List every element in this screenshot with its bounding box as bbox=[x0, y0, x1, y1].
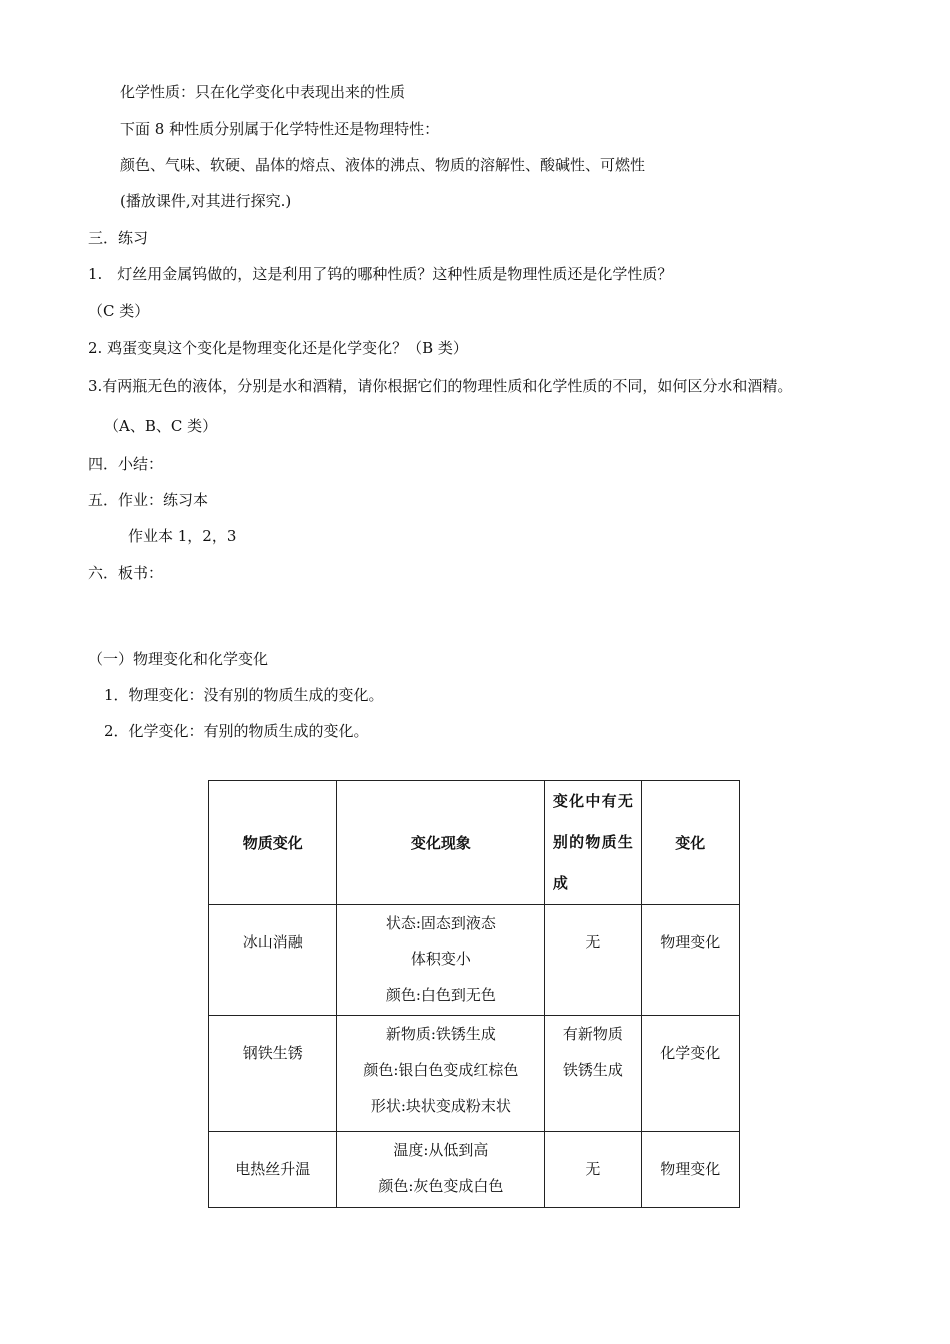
cell-new-matter bbox=[545, 1016, 641, 1132]
new-matter-line: 有新物质 bbox=[562, 1025, 623, 1043]
phenomenon-line: 颜色:灰色变成白色 bbox=[378, 1177, 504, 1195]
question-2: 2. 鸡蛋变臭这个变化是物理变化还是化学变化？（B 类） bbox=[88, 339, 468, 357]
cell-change-type: 物理变化 bbox=[641, 1132, 739, 1208]
table-header-row bbox=[209, 781, 740, 905]
board-title: （一）物理变化和化学变化 bbox=[88, 650, 269, 668]
cell-phenomena bbox=[337, 1132, 545, 1208]
table-row bbox=[209, 1016, 740, 1132]
paragraph-chemical-property: 化学性质：只在化学变化中表现出来的性质 bbox=[120, 83, 406, 101]
new-matter-line: 铁锈生成 bbox=[562, 1061, 623, 1079]
cell-phenomena bbox=[337, 1016, 545, 1132]
header-change-type: 变化 bbox=[641, 781, 739, 905]
phenomenon-line: 体积变小 bbox=[410, 950, 471, 968]
header-substance-change: 物质变化 bbox=[209, 781, 337, 905]
phenomenon-line: 颜色:银白色变成红棕色 bbox=[363, 1061, 519, 1079]
table-row bbox=[209, 905, 740, 1016]
phenomenon-line: 颜色:白色到无色 bbox=[385, 986, 496, 1004]
cell-substance: 冰山消融 bbox=[209, 905, 337, 1016]
paragraph-property-list: 颜色、气味、软硬、晶体的熔点、液体的沸点、物质的溶解性、酸碱性、可燃性 bbox=[120, 156, 646, 174]
cell-substance: 电热丝升温 bbox=[209, 1132, 337, 1208]
homework-detail: 作业本 1，2，3 bbox=[128, 527, 237, 545]
board-item-physical: 1．物理变化：没有别的物质生成的变化。 bbox=[104, 686, 384, 704]
cell-phenomena bbox=[337, 905, 545, 1016]
question-1-level: （C 类） bbox=[88, 302, 150, 320]
board-item-chemical: 2．化学变化：有别的物质生成的变化。 bbox=[104, 722, 369, 740]
table-row bbox=[209, 1132, 740, 1208]
header-new-matter: 变化中有无别的物质生成 bbox=[545, 781, 641, 905]
phenomenon-line: 状态:固态到液态 bbox=[385, 914, 496, 932]
cell-change-type: 化学变化 bbox=[641, 1016, 739, 1132]
question-1: 1. 灯丝用金属钨做的，这是利用了钨的哪种性质？这种性质是物理性质还是化学性质？ bbox=[88, 265, 673, 283]
phenomenon-line: 温度:从低到高 bbox=[393, 1141, 489, 1159]
cell-change-type: 物理变化 bbox=[641, 905, 739, 1016]
cell-new-matter: 无 bbox=[545, 1132, 641, 1208]
paragraph-eight-properties: 下面 8 种性质分别属于化学特性还是物理特性： bbox=[120, 120, 440, 138]
section-heading-board: 六．板书： bbox=[88, 564, 164, 582]
section-heading-practice: 三．练习 bbox=[88, 229, 149, 247]
question-3-level: （A、B、C 类） bbox=[104, 417, 218, 435]
cell-substance: 钢铁生锈 bbox=[209, 1016, 337, 1132]
phenomenon-line: 形状:块状变成粉末状 bbox=[370, 1097, 511, 1115]
paragraph-courseware-note: (播放课件,对其进行探究.) bbox=[120, 192, 292, 210]
header-phenomena: 变化现象 bbox=[337, 781, 545, 905]
cell-new-matter: 无 bbox=[545, 905, 641, 1016]
phenomenon-line: 新物质:铁锈生成 bbox=[385, 1025, 496, 1043]
section-heading-homework: 五．作业：练习本 bbox=[88, 491, 209, 509]
question-3: 3.有两瓶无色的液体，分别是水和酒精，请你根据它们的物理性质和化学性质的不同，如何区分水和酒精。 bbox=[88, 377, 793, 395]
changes-table bbox=[208, 780, 740, 1208]
section-heading-summary: 四．小结： bbox=[88, 455, 164, 473]
